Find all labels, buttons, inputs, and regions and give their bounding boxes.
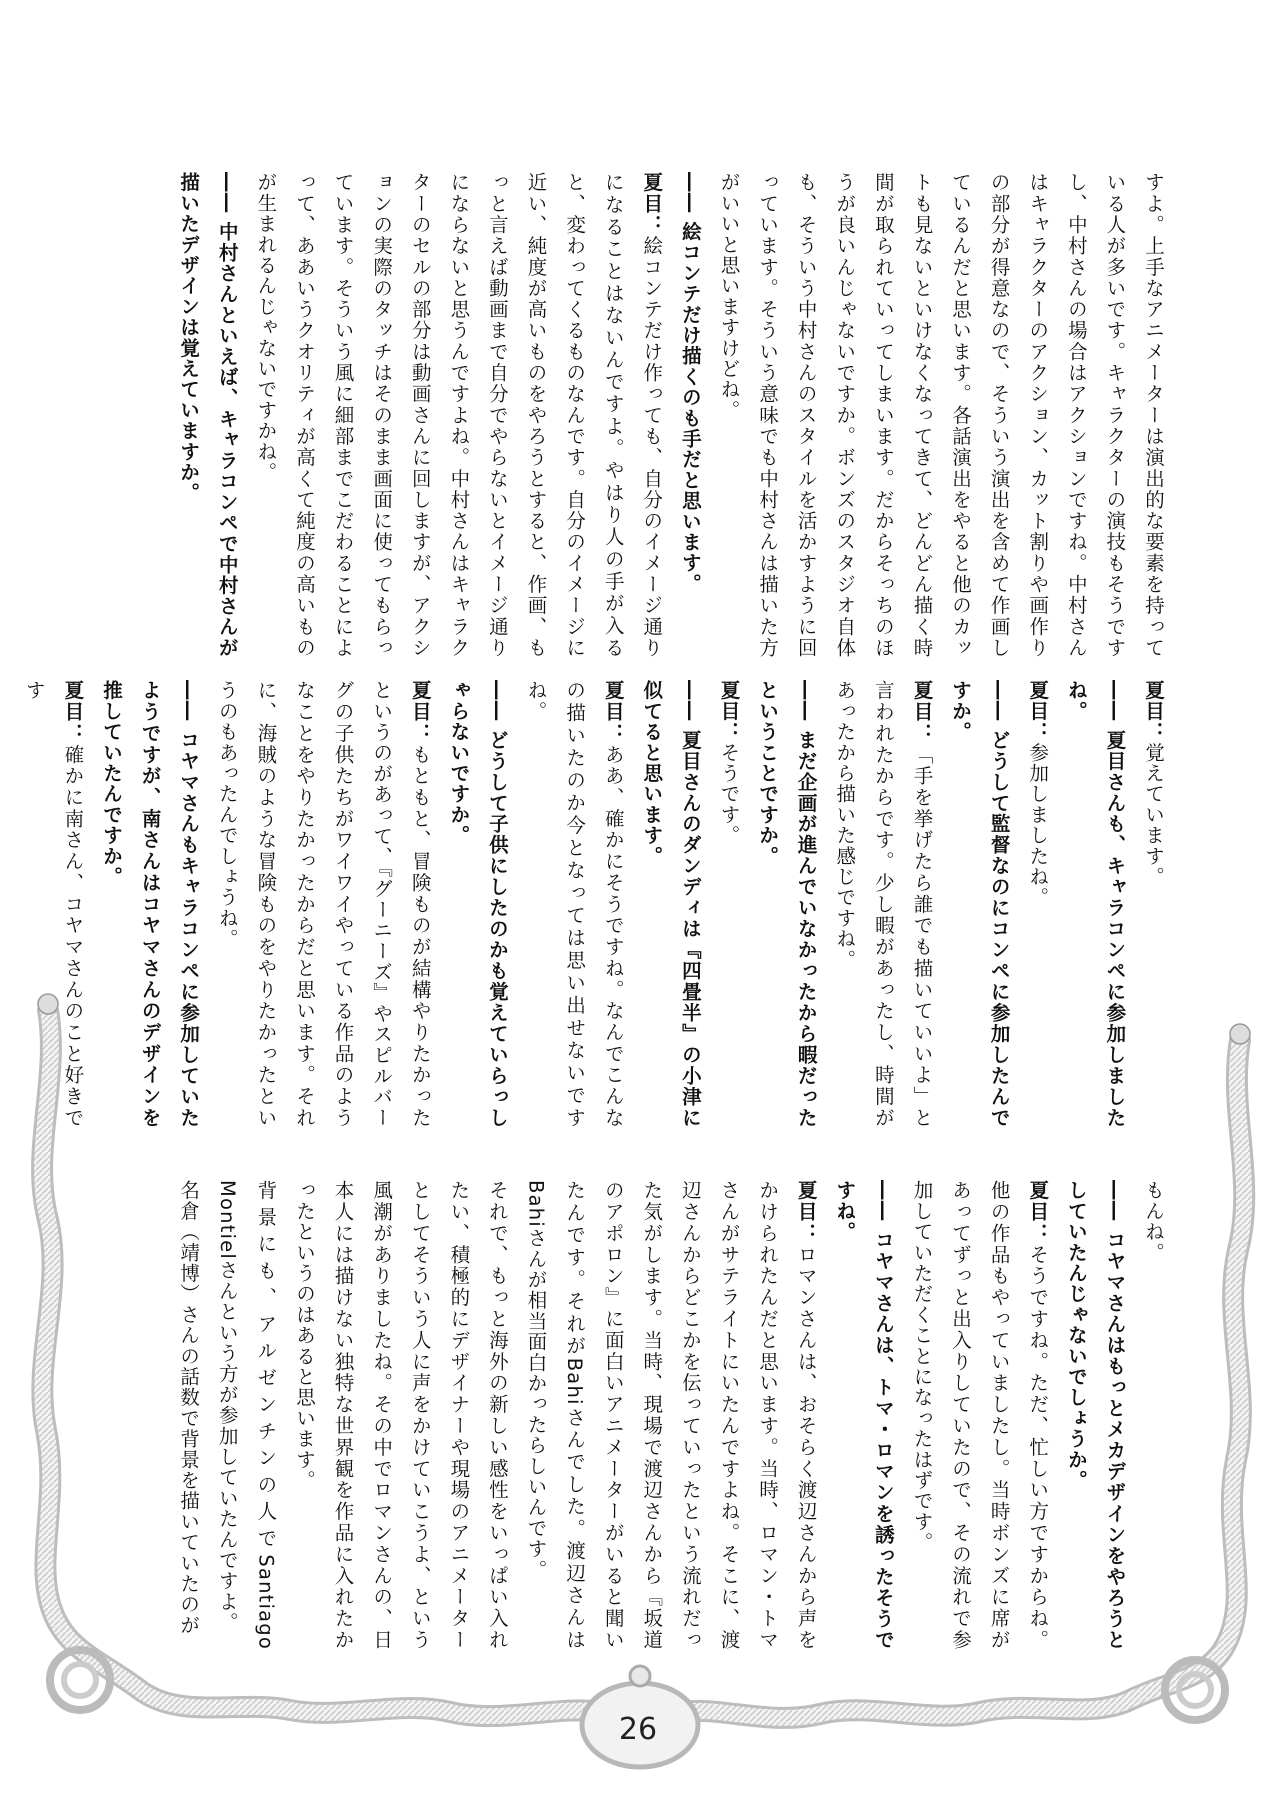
answer-text: もともと、冒険ものが結構やりたかったというのがあって、『グーニーズ』やスピルバーグの子供たちがワイワイやっている作品のようなことをやりたかったからだと思います。それに、海賊のような冒険ものをやりたかったというのもあったんでしょうね。: [215, 680, 432, 1128]
answer-paragraph: [516, 680, 632, 1128]
speaker-label: 夏目：: [640, 172, 664, 236]
text-block-top: [92, 172, 1172, 658]
speaker-label: 夏目：: [1026, 680, 1050, 743]
interviewer-question: ―― 夏目さんのダンディは『四畳半』の小津に似てると思います。: [640, 680, 702, 1128]
speaker-label: 夏目：: [717, 680, 741, 743]
interviewer-question: ―― コヤマさんもキャラコンペに参加していたようですが、南さんはコヤマさんのデザインを推していたんですか。: [99, 680, 201, 1128]
answer-paragraph: それで、もっと海外の新しい感性をいっぱい入れたい、積極的にデザイナーや現場のアニメーターとしてそういう人に声をかけていこうよ、という風潮がありましたね。その中でロマンさんの、日本人には描けない独特な世界観を作品に入れたかったというのはあると思います。: [292, 1180, 509, 1650]
speaker-label: 夏目：: [601, 680, 625, 745]
interviewer-question: ―― 夏目さんも、キャラコンペに参加しましたね。: [1064, 680, 1127, 1128]
answer-text: ロマンさんは、おそらく渡辺さんから声をかけられたんだと思います。当時、ロマン・トマさんがサテライトにいたんですよね。そこに、渡辺さんからどこかを伝っていったという流れだった気がします。当時、現場で渡辺さんから『坂道のアポロン』に面白いアニメーターがいると聞いたんです。それがBahiさんでした。渡辺さんはBahiさんが相当面白かったらしいんです。: [524, 1180, 818, 1650]
interviewer-question: ―― 絵コンテだけ描くのも手だと思います。: [678, 172, 702, 594]
speaker-label: 夏目：: [408, 680, 432, 745]
answer-paragraph: [14, 680, 91, 1128]
answer-paragraph: [516, 1180, 825, 1650]
answer-text: そうです。: [717, 742, 741, 846]
answer-paragraph: 背景にも、アルゼンチンの人でSantiago Montielさんという方が参加していたんですよ。: [215, 1180, 278, 1650]
speaker-label: 夏目：: [1142, 680, 1165, 743]
answer-paragraph: [902, 1180, 1056, 1650]
answer-paragraph: [207, 680, 439, 1128]
interviewer-question: ―― コヤマさんはもっとメカデザインをやろうとしていたんじゃないでしょうか。: [1064, 1180, 1127, 1650]
text-block-bottom: [92, 1180, 1172, 1650]
interviewer-question: ―― 中村さんといえば、キャラコンペで中村さんが描いたデザインは覚えていますか。: [177, 172, 239, 658]
text-block-middle: [22, 680, 1172, 1128]
answer-paragraph: もんね。: [1142, 1180, 1165, 1263]
answer-text: 覚えています。: [1142, 742, 1165, 888]
answer-paragraph: すよ。上手なアニメーターは演出的な要素を持っている人が多いです。キャラクターの演技もそうですし、中村さんの場合はアクションですね。中村さんはキャラクターのアクション、カット割りや画作りの部分が得意なので、そういう演出を含めて作画しているんだと思います。各話演出をやると他のカットも見ないといけなくなってきて、どんどん描く時間が取られていってしまいます。だからそっちのほうが良いんじゃないですか。ボンズのスタジオ自体も、そういう中村さんのスタイルを活かすように回っています。そういう意味でも中村さんは描いた方がいいと思いますけどね。: [717, 172, 1165, 658]
answer-text: ああ、確かにそうですね。なんでこんなの描いたのか今となっては思い出せないですね。: [524, 680, 625, 1128]
answer-text: 参加しましたね。: [1026, 742, 1050, 908]
speaker-label: 夏目：: [794, 1180, 818, 1245]
interviewer-question: ―― どうして子供にしたのかも覚えていらっしゃらないですか。: [447, 680, 509, 1128]
answer-text: 「手を挙げたら誰でも描いていいよ」と言われたからです。少し暇があったし、時間があったから描いた感じですね。: [833, 680, 934, 1128]
interviewer-question: ―― どうして監督なのにコンペに参加したんですか。: [949, 680, 1011, 1128]
answer-text: 確かに南さん、コヤマさんのこと好きです: [22, 680, 85, 1128]
interviewer-question: ―― まだ企画が進んでいなかったから暇だったということですか。: [756, 680, 818, 1128]
answer-paragraph: 名倉（靖博）さんの話数で背景を描いていたのが: [177, 1180, 201, 1636]
page-number: 26: [618, 1712, 658, 1747]
speaker-label: 夏目：: [61, 680, 85, 745]
answer-paragraph: [246, 172, 671, 658]
interviewer-question: ―― コヤマさんは、トマ・ロマンを誘ったそうですね。: [833, 1180, 895, 1650]
answer-text: そうですね。ただ、忙しい方ですからね。他の作品もやっていましたし。当時ボンズに席があってずっと出入りしていたので、その流れで参加していただくことになったはずです。: [910, 1180, 1050, 1650]
answer-paragraph: [1018, 680, 1057, 1128]
answer-paragraph: [1133, 680, 1172, 1128]
speaker-label: 夏目：: [1026, 1180, 1050, 1245]
speaker-label: 夏目：: [910, 680, 934, 745]
answer-paragraph: [709, 680, 748, 1128]
answer-text: 絵コンテだけ作っても、自分のイメージ通りになることはないんですよ。やはり人の手が入ると、変わってくるものなんです。自分のイメージに近い、純度が高いものをやろうとすると、作画、もっと言えば動画まで自分でやらないとイメージ通りにならないと思うんですよね。中村さんはキャラクターのセルの部分は動画さんに回しますが、アクションの実際のタッチはそのまま画面に使ってもらっています。そういう風に細部までこだわることによって、ああいうクオリティが高くて純度の高いものが生まれるんじゃないですかね。: [254, 172, 664, 658]
answer-paragraph: [825, 680, 941, 1128]
